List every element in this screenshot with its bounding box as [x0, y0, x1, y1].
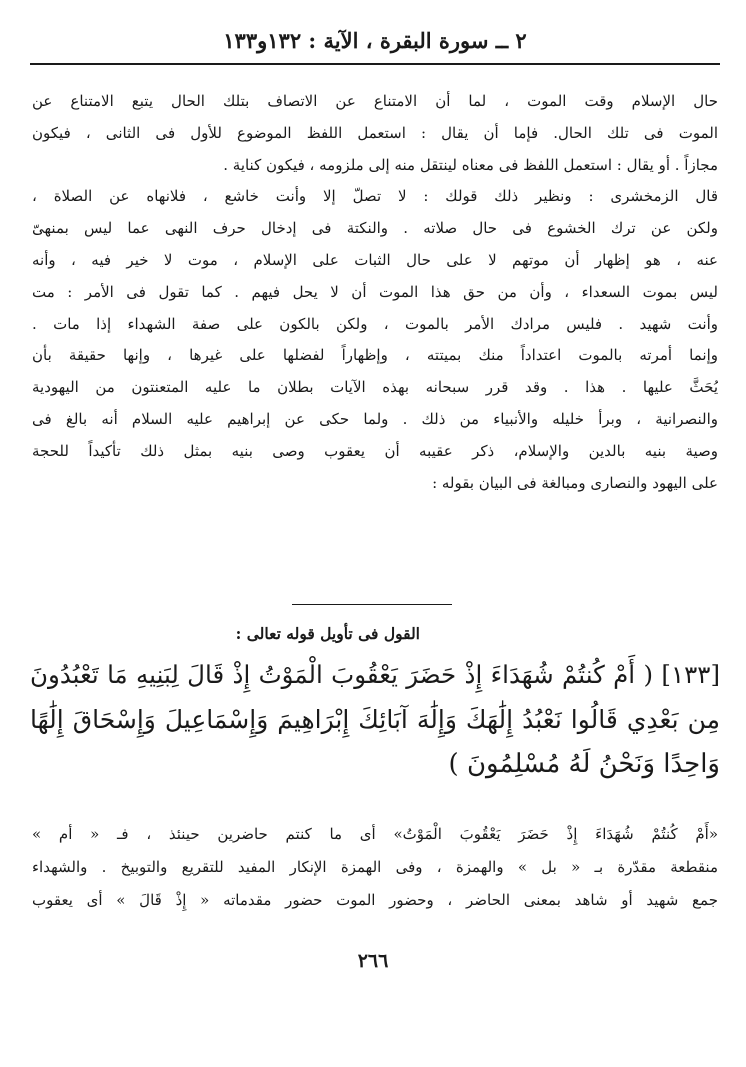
body-line: وإنما أمرته بالموت اعتداداً منك بميتته ، وإظهاراً لفضلها على غيرها ، وإنها حقيقة بأن [32, 346, 718, 365]
commentary-line: جمع شهيد أو شاهد بمعنى الحاضر ، وحضور الموت حضور مقدماته « إِذْ قَالَ » أى يعقوب [32, 891, 718, 909]
verse-line: وَاحِدًا وَنَحْنُ لَهُ مُسْلِمُونَ ) [448, 749, 720, 779]
body-line: ليس بموت السعداء ، وأن من حق هذا الموت أن لا يحل فيهم . كما تقول فى الأمر : مت [32, 282, 718, 301]
section-heading: القول فى تأويل قوله تعالى : [235, 624, 420, 643]
body-line: قال الزمخشرى : ونظير ذلك قولك : لا تصلّ إلا وأنت خاشع ، فلانهاه عن الصلاة ، [32, 187, 718, 206]
body-line: على اليهود والنصارى ومبالغة فى البيان بقوله : [432, 473, 718, 492]
commentary-line: «أَمْ كُنتُمْ شُهَدَاءَ إِذْ حَضَرَ يَعْقُوبَ الْمَوْتُ» أى ما كنتم حاضرين حينئذ ، فـ « أم » [32, 825, 718, 843]
body-line: مجازاً . أو يقال : استعمل اللفظ فى معناه لينتقل منه إلى ملزومه ، فيكون كناية . [223, 155, 718, 174]
body-line: يُحَثَّ عليها . هذا . وقد قرر سبحانه بهذه الآيات بطلان ما عليه المتعنتون من اليهودية [32, 378, 718, 397]
body-line: ولكن عن ترك الخشوع فى حال صلاته . والنكتة فى إدخال حرف النهى عما ليس بمنهىّ [32, 219, 718, 238]
section-divider [292, 604, 452, 605]
header-rule [30, 63, 720, 65]
verse-line: [١٣٣] ( أَمْ كُنتُمْ شُهَدَاءَ إِذْ حَضَرَ يَعْقُوبَ الْمَوْتُ إِذْ قَالَ لِبَنِيهِ مَا تَعْبُدُونَ [30, 660, 720, 689]
body-line: وأنت شهيد . فليس مرادك الأمر بالموت ، ولكن بالكون على صفة الشهداء إذا مات . [32, 314, 718, 333]
body-line: حال الإسلام وقت الموت ، لما أن الامتناع عن الاتصاف بتلك الحال يتبع الامتناع عن [32, 92, 718, 110]
body-text [32, 86, 718, 499]
body-line: الموت فى تلك الحال. فإما أن يقال : استعمل اللفظ الموضوع للأول فى الثانى ، فيكون [32, 123, 718, 142]
commentary-text [32, 818, 718, 917]
body-line: والنصرانية ، وبرأ خليله والأنبياء من ذلك . ولما حكى عن إبراهيم عليه السلام أنه بالغ فى [32, 409, 718, 428]
verse-line: مِن بَعْدِي قَالُوا نَعْبُدُ إِلَٰهَكَ وَإِلَٰهَ آبَائِكَ إِبْرَاهِيمَ وَإِسْمَاعِيلَ وَإِسْحَاقَ إِلَٰهًا [30, 705, 720, 734]
body-line: عنه ، هو إظهار أن موتهم لا على حال الثبات على الإسلام ، موت لا خير فيه ، وأنه [32, 250, 718, 269]
running-header: ٢ ــ سورة البقرة ، الآية : ١٣٢و١٣٣ [223, 28, 527, 53]
commentary-line: منقطعة مقدّرة بـ « بل » والهمزة ، وفى الهمزة الإنكار المفيد للتقريع والتوبيخ . والشهداء [32, 858, 718, 876]
page-number: ٢٦٦ [357, 950, 389, 972]
body-line: وصية بنيه بالدين والإسلام، ذكر عقيبه أن يعقوب وصى بنيه بمثل ذلك تأكيداً للحجة [32, 441, 718, 460]
quran-verse [30, 652, 720, 787]
